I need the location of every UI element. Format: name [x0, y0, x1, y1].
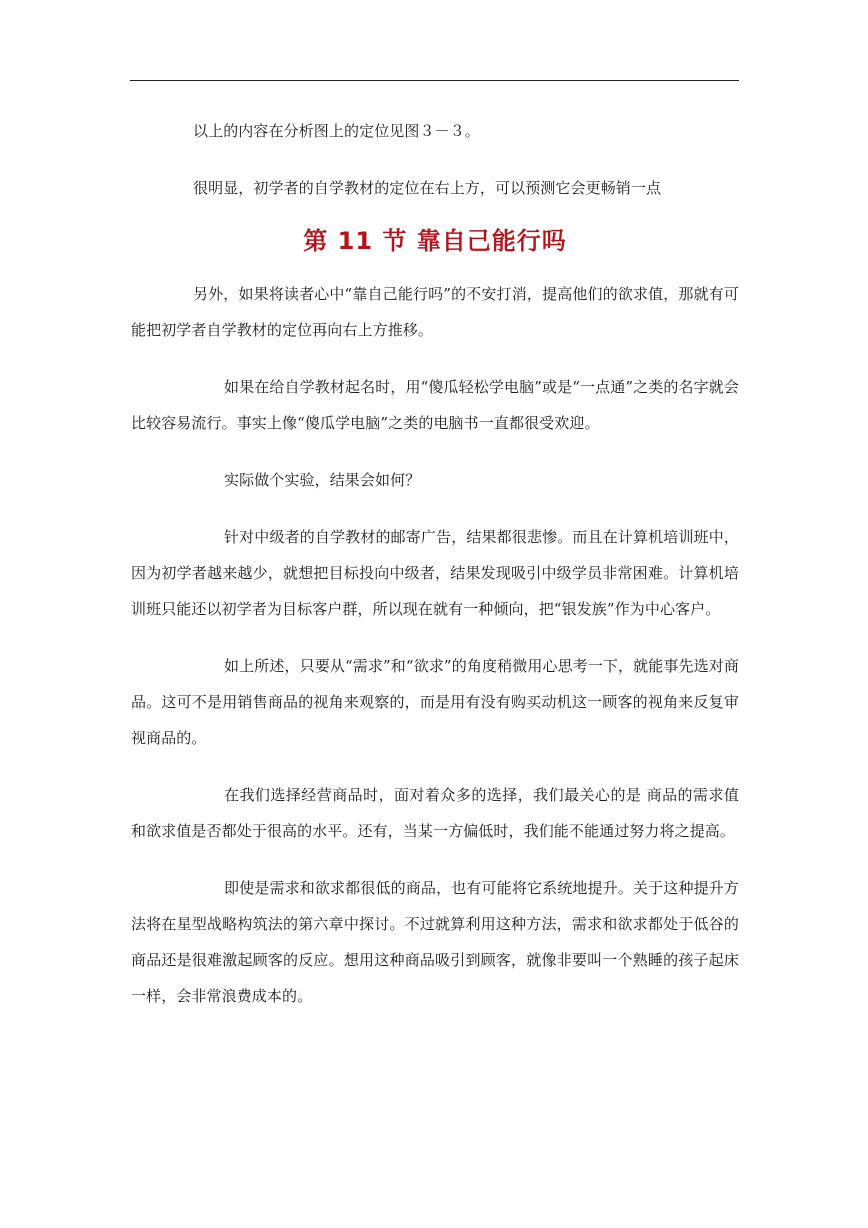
intro-paragraph-1: 以上的内容在分析图上的定位见图３－３。: [193, 122, 480, 140]
section-heading: 第 11 节 靠自己能行吗: [303, 227, 567, 255]
body-paragraph-6: 在我们选择经营商品时，面对着众多的选择，我们最关心的是 商品的需求值和欲求值是否都处于很高的水平。还有，当某一方偏低时，我们能不能通过努力将之提高。: [131, 786, 739, 840]
body-paragraph-7: 即使是需求和欲求都很低的商品，也有可能将它系统地提升。关于这种提升方法将在星型战略构筑法的第六章中探讨。不过就算利用这种方法，需求和欲求都处于低谷的商品还是很难激起顾客的反应。想用这种商品吸引到顾客，就像非要叫一个熟睡的孩子起床一样，会非常浪费成本的。: [131, 879, 739, 1005]
body-paragraph-3: 实际做个实验，结果会如何？: [224, 471, 421, 489]
header-rule: [130, 80, 739, 81]
body-paragraph-4: 针对中级者的自学教材的邮寄广告，结果都很悲惨。而且在计算机培训班中，因为初学者越来越少，就想把目标投向中级者，结果发现吸引中级学员非常困难。计算机培训班只能还以初学者为目标客户群，所以现在就有一种倾向，把“银发族”作为中心客户。: [131, 528, 739, 618]
intro-paragraph-2: 很明显，初学者的自学教材的定位在右上方，可以预测它会更畅销一点: [193, 179, 662, 197]
body-paragraph-1: 另外，如果将读者心中“靠自己能行吗”的不安打消，提高他们的欲求值，那就有可能把初学者自学教材的定位再向右上方推移。: [131, 285, 739, 339]
page-body: [131, 113, 739, 1014]
body-paragraph-2: 如果在给自学教材起名时，用“傻瓜轻松学电脑”或是“一点通”之类的名字就会比较容易流行。事实上像“傻瓜学电脑”之类的电脑书一直都很受欢迎。: [131, 378, 739, 432]
body-paragraph-5: 如上所述，只要从“需求”和“欲求”的角度稍微用心思考一下，就能事先选对商品。这可不是用销售商品的视角来观察的，而是用有没有购买动机这一顾客的视角来反复审视商品的。: [131, 657, 739, 747]
